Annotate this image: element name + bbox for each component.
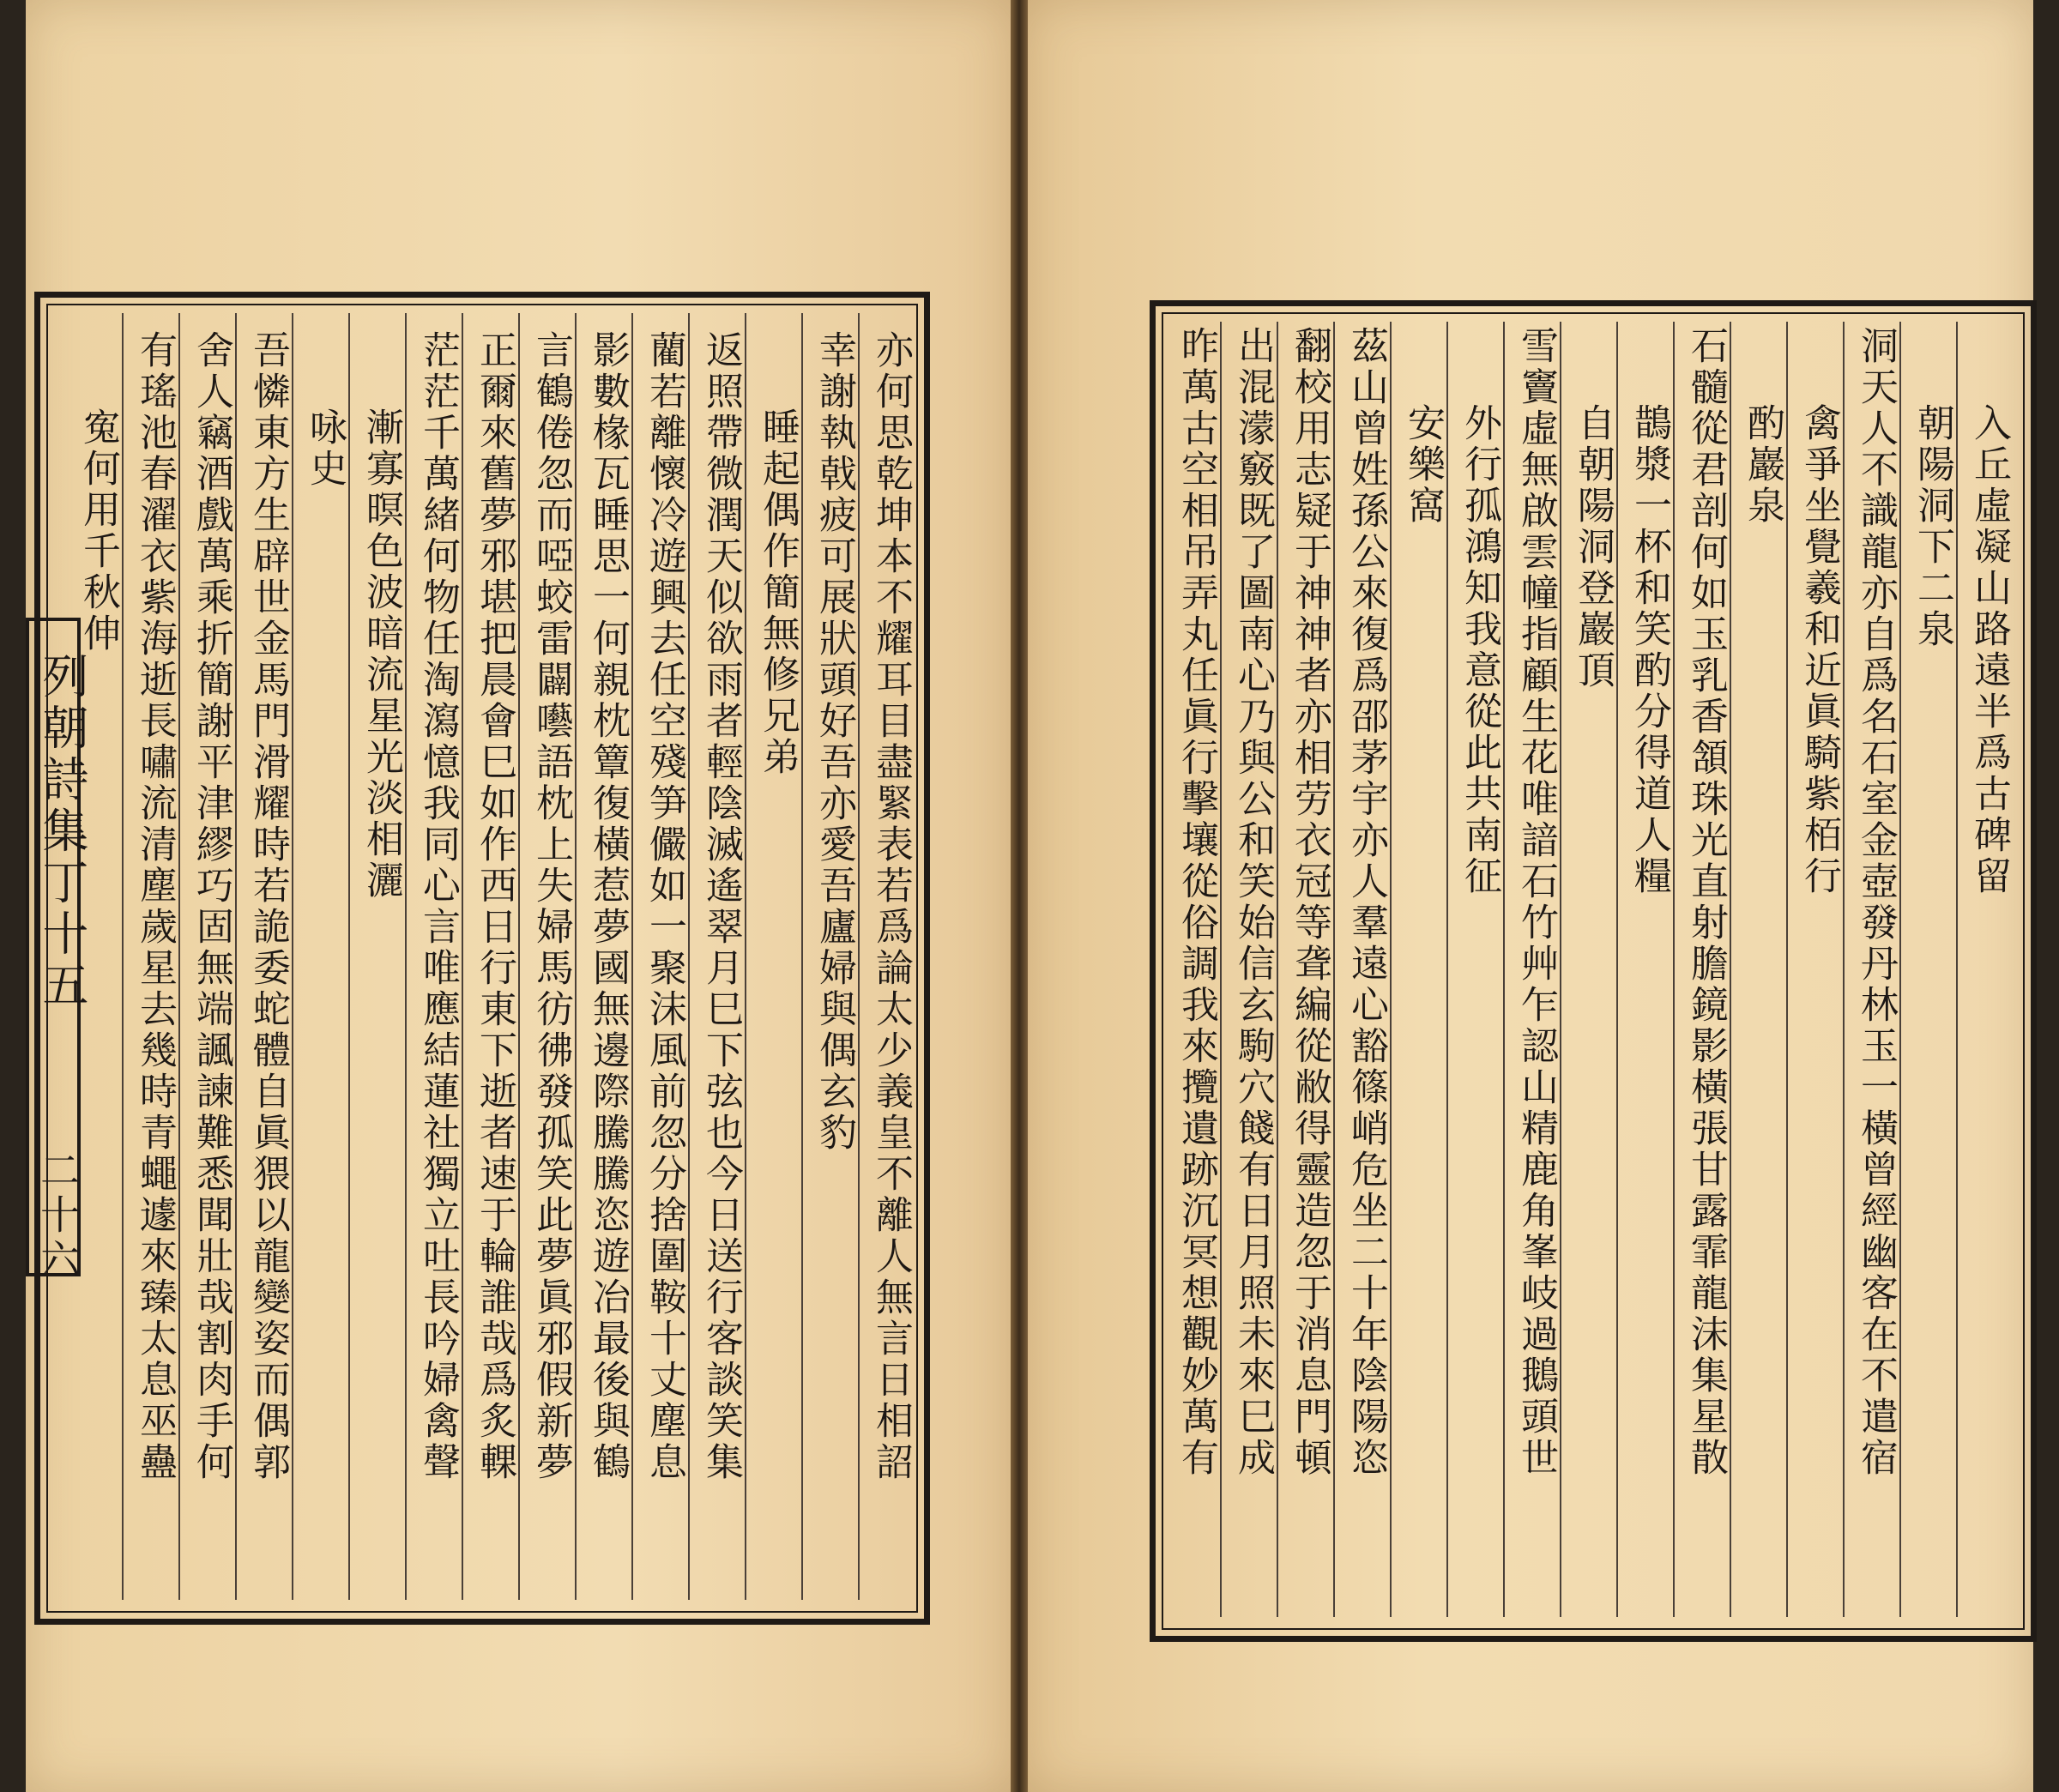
text-column: 睡起偶作簡無修兄弟 — [756, 407, 800, 778]
text-column: 茲山曾姓孫公來復爲邵茅宇亦人羣遠心豁篠峭危坐二十年陰陽恣 — [1344, 326, 1388, 1479]
text-column: 茫茫千萬緒何物任淘瀉憶我同心言唯應結蓮社獨立吐長吟婦禽聲 — [416, 330, 460, 1483]
margin-page-number: 二十六 — [34, 1149, 81, 1283]
text-column: 舍人竊酒戲萬乘折簡謝平津繆巧固無端諷諫難悉聞壯哉割肉手何 — [190, 330, 233, 1483]
text-column: 翻校用志疑于神神者亦相劳衣冠等聋編從敝得靈造忽于消息門頓 — [1288, 326, 1331, 1479]
text-column: 寃何用千秋伸 — [76, 407, 120, 655]
text-column: 影數椽瓦睡思一何親枕簟復橫惹夢國無邊際騰騰恣遊冶最後與鶴 — [586, 330, 630, 1483]
text-column: 洞天人不識龍亦自爲名石室金壺發丹林玉一橫曾經幽客在不遣宿 — [1854, 326, 1898, 1479]
text-column: 返照帶微潤天似欲雨者輕陰滅遙翠月巳下弦也今日送行客談笑集 — [699, 330, 743, 1483]
text-column: 朝陽洞下二泉 — [1911, 403, 1954, 650]
book-spine — [1011, 0, 1028, 1792]
text-column: 鵲漿一杯和笑酌分得道人糧 — [1627, 403, 1671, 897]
text-column: 出混濛竅既了圖南心乃與公和笑始信玄駒穴餞有日月照未來巳成 — [1231, 326, 1275, 1479]
text-column: 正爾來舊夢邪堪把晨會巳如作西日行東下逝者速于輪誰哉爲炙輠 — [473, 330, 516, 1483]
text-column: 外行孤鴻知我意從此共南征 — [1458, 403, 1501, 897]
text-column: 咏史 — [303, 407, 347, 490]
text-column: 石髓從君剖何如玉乳香頷珠光直射膽鏡影橫張甘露霏龍沫集星散 — [1684, 326, 1728, 1479]
text-column: 昨萬古空相吊弄丸任眞行擊壤從俗調我來攬遺跡沉冥想觀妙萬有 — [1174, 326, 1218, 1479]
text-column: 漸寡暝色波暗流星光淡相灑 — [359, 407, 403, 902]
text-column: 言鶴倦忽而啞蛟雷闢囈語枕上失婦馬彷彿發孤笑此夢眞邪假新夢 — [529, 330, 573, 1483]
text-column: 幸謝執戟疲可展狀頭好吾亦愛吾廬婦與偶玄豹 — [812, 330, 856, 1154]
text-column: 酌巖泉 — [1741, 403, 1784, 527]
text-column: 禽爭坐覺羲和近眞騎紫栢行 — [1797, 403, 1841, 897]
text-column: 有瑤池春濯衣紫海逝長嘯流清塵歲星去幾時青蠅遽來臻太息巫蠱 — [133, 330, 177, 1483]
text-column: 安樂窩 — [1401, 403, 1445, 527]
text-column: 藺若離懷冷遊興去任空殘笋儼如一聚沫風前忽分捨圍鞍十丈塵息 — [643, 330, 686, 1483]
text-column: 雪竇虛無啟雲幢指顧生花唯諳石竹艸乍認山精鹿角峯岐過鵝頭世 — [1514, 326, 1558, 1479]
text-column: 自朝陽洞登巖頂 — [1571, 403, 1615, 691]
text-column: 入丘虛凝山路遠半爲古碑留 — [1967, 403, 2011, 897]
text-column: 亦何思乾坤本不耀耳目盡緊表若爲論太少義皇不離人無言日相詔 — [869, 330, 913, 1483]
margin-title: 列朝詩集丁十五 — [35, 652, 89, 1012]
text-column: 吾憐東方生辟世金馬門滑耀時若詭委蛇體自眞猥以龍變姿而偶郭 — [246, 330, 290, 1483]
column-rule — [348, 313, 350, 1600]
